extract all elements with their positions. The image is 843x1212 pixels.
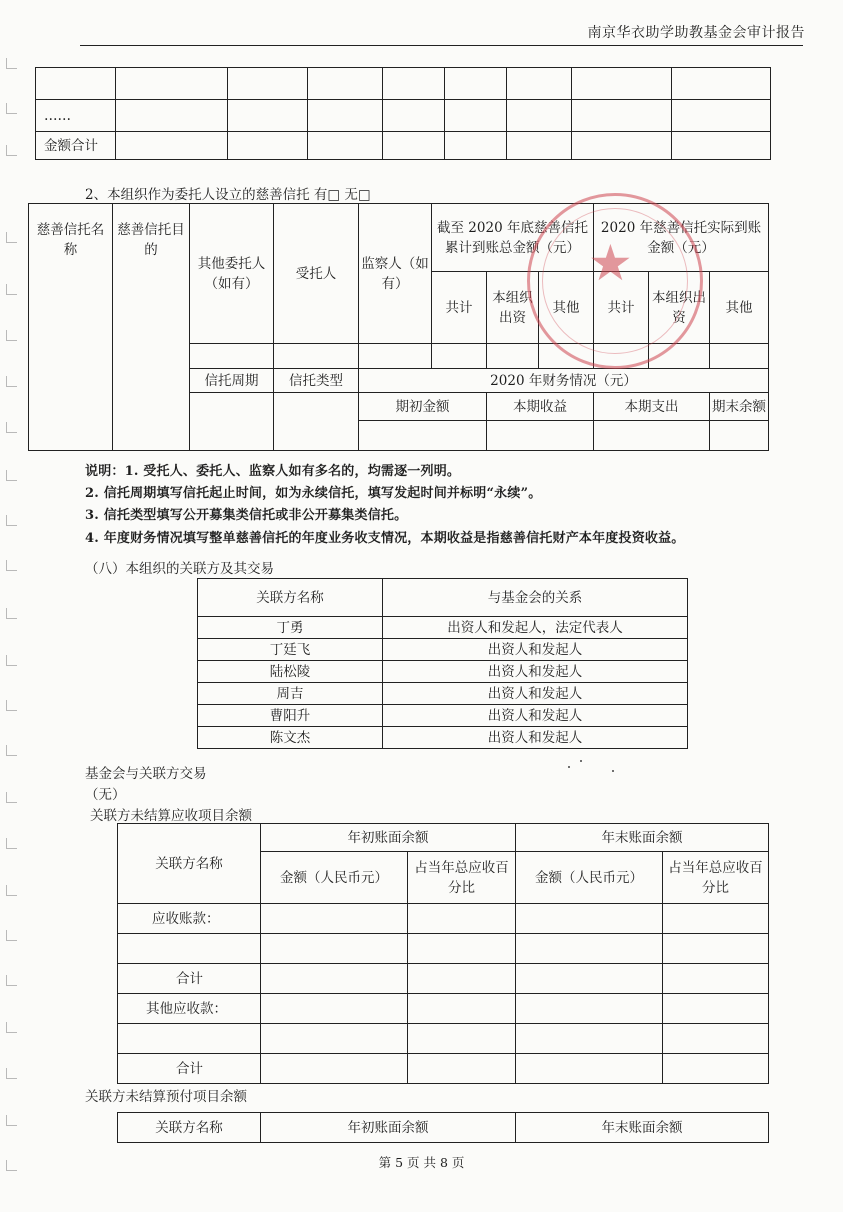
ellipsis-cell: …… (36, 100, 116, 132)
section8-title: （八）本组织的关联方及其交易 (85, 561, 274, 577)
header-amount-rmb: 金额（人民币元） (261, 852, 408, 904)
table-row (36, 68, 771, 100)
table-row (198, 639, 688, 661)
header-trustee: 受托人 (274, 204, 359, 344)
party-relation: 出资人和发起人，法定代表人 (383, 617, 688, 639)
section2-title: 2、本组织作为委托人设立的慈善信托 有□ 无□ (85, 187, 371, 203)
party-name: 曹阳升 (198, 705, 383, 727)
table-row (118, 934, 769, 964)
scan-speck (580, 760, 582, 762)
header-other: 其他 (539, 272, 594, 344)
party-name: 丁廷飞 (198, 639, 383, 661)
header-org-contribution-2: 本组织出资 (649, 272, 710, 344)
header-percentage: 占当年总应收百分比 (408, 852, 516, 904)
receivables-title: 关联方未结算应收项目余额 (90, 808, 252, 824)
note-1: 说明：1. 受托人、委托人、监察人如有多名的，均需逐一列明。 (85, 464, 461, 479)
official-seal (527, 193, 703, 369)
header-related-party-name: 关联方名称 (198, 579, 383, 617)
header-period-expense: 本期支出 (594, 393, 710, 421)
party-name: 陈文杰 (198, 727, 383, 749)
row-accounts-receivable: 应收账款： (118, 904, 261, 934)
table-row (118, 904, 769, 934)
prepayments-table (117, 1112, 769, 1143)
prepayments-title: 关联方未结算预付项目余额 (85, 1089, 247, 1105)
header-trust-period: 信托周期 (190, 369, 274, 393)
party-relation: 出资人和发起人 (383, 683, 688, 705)
table-row (36, 100, 771, 132)
party-name: 陆松陵 (198, 661, 383, 683)
header-actual-amount: 2020 年慈善信托实际到账金额（元） (594, 204, 769, 272)
header-trust-type: 信托类型 (274, 369, 359, 393)
table-row (118, 994, 769, 1024)
table-row (118, 1054, 769, 1084)
header-percentage-2: 占当年总应收百分比 (663, 852, 769, 904)
note-4: 4. 年度财务情况填写整单慈善信托的年度业务收支情况，本期收益是指慈善信托财产本年度投资收益。 (85, 531, 685, 546)
header-opening-balance: 年初账面余额 (261, 1113, 516, 1143)
table-row (198, 617, 688, 639)
header-trust-name: 慈善信托名称 (29, 204, 113, 451)
report-header-title: 南京华衣助学助教基金会审计报告 (587, 25, 805, 41)
header-org-contribution: 本组织出资 (487, 272, 539, 344)
scan-speck (612, 770, 614, 772)
transactions-none: （无） (85, 787, 126, 803)
header-period-income: 本期收益 (487, 393, 594, 421)
header-finance-2020: 2020 年财务情况（元） (359, 369, 769, 393)
header-related-party-name: 关联方名称 (118, 824, 261, 904)
header-relationship: 与基金会的关系 (383, 579, 688, 617)
header-amount-rmb-2: 金额（人民币元） (516, 852, 663, 904)
party-relation: 出资人和发起人 (383, 661, 688, 683)
header-total-2: 共计 (594, 272, 649, 344)
continuation-table (35, 67, 771, 160)
party-name: 丁勇 (198, 617, 383, 639)
header-closing-balance: 期末余额 (710, 393, 769, 421)
header-other-2: 其他 (710, 272, 769, 344)
table-row (118, 1024, 769, 1054)
party-relation: 出资人和发起人 (383, 639, 688, 661)
table-row (36, 132, 771, 160)
party-name: 周吉 (198, 683, 383, 705)
related-party-table (197, 578, 688, 749)
header-closing-balance: 年末账面余额 (516, 1113, 769, 1143)
header-other-trustor: 其他委托人（如有） (190, 204, 274, 344)
header-supervisor: 监察人（如有） (359, 204, 432, 344)
table-row (198, 661, 688, 683)
transactions-title: 基金会与关联方交易 (85, 766, 207, 782)
total-amount-label: 金额合计 (36, 132, 116, 160)
party-relation: 出资人和发起人 (383, 705, 688, 727)
receivables-table (117, 823, 769, 1084)
table-row (118, 964, 769, 994)
header-opening-amount: 期初金额 (359, 393, 487, 421)
scan-speck (568, 766, 570, 768)
note-3: 3. 信托类型填写公开募集类信托或非公开募集类信托。 (85, 508, 408, 523)
header-rule (80, 45, 803, 46)
header-cumulative-amount: 截至 2020 年底慈善信托累计到账总金额（元） (432, 204, 594, 272)
header-trust-purpose: 慈善信托目的 (113, 204, 190, 451)
table-row (198, 727, 688, 749)
row-other-receivables: 其他应收款： (118, 994, 261, 1024)
header-total: 共计 (432, 272, 487, 344)
party-relation: 出资人和发起人 (383, 727, 688, 749)
page-number: 第 5 页 共 8 页 (378, 1155, 465, 1170)
seal-star-icon: ★ (588, 234, 633, 292)
header-related-party-name: 关联方名称 (118, 1113, 261, 1143)
header-opening-balance: 年初账面余额 (261, 824, 516, 852)
table-row (198, 705, 688, 727)
note-2: 2. 信托周期填写信托起止时间，如为永续信托，填写发起时间并标明“永续”。 (85, 486, 542, 501)
header-closing-balance: 年末账面余额 (516, 824, 769, 852)
table-row (198, 683, 688, 705)
row-subtotal: 合计 (118, 964, 261, 994)
row-subtotal: 合计 (118, 1054, 261, 1084)
